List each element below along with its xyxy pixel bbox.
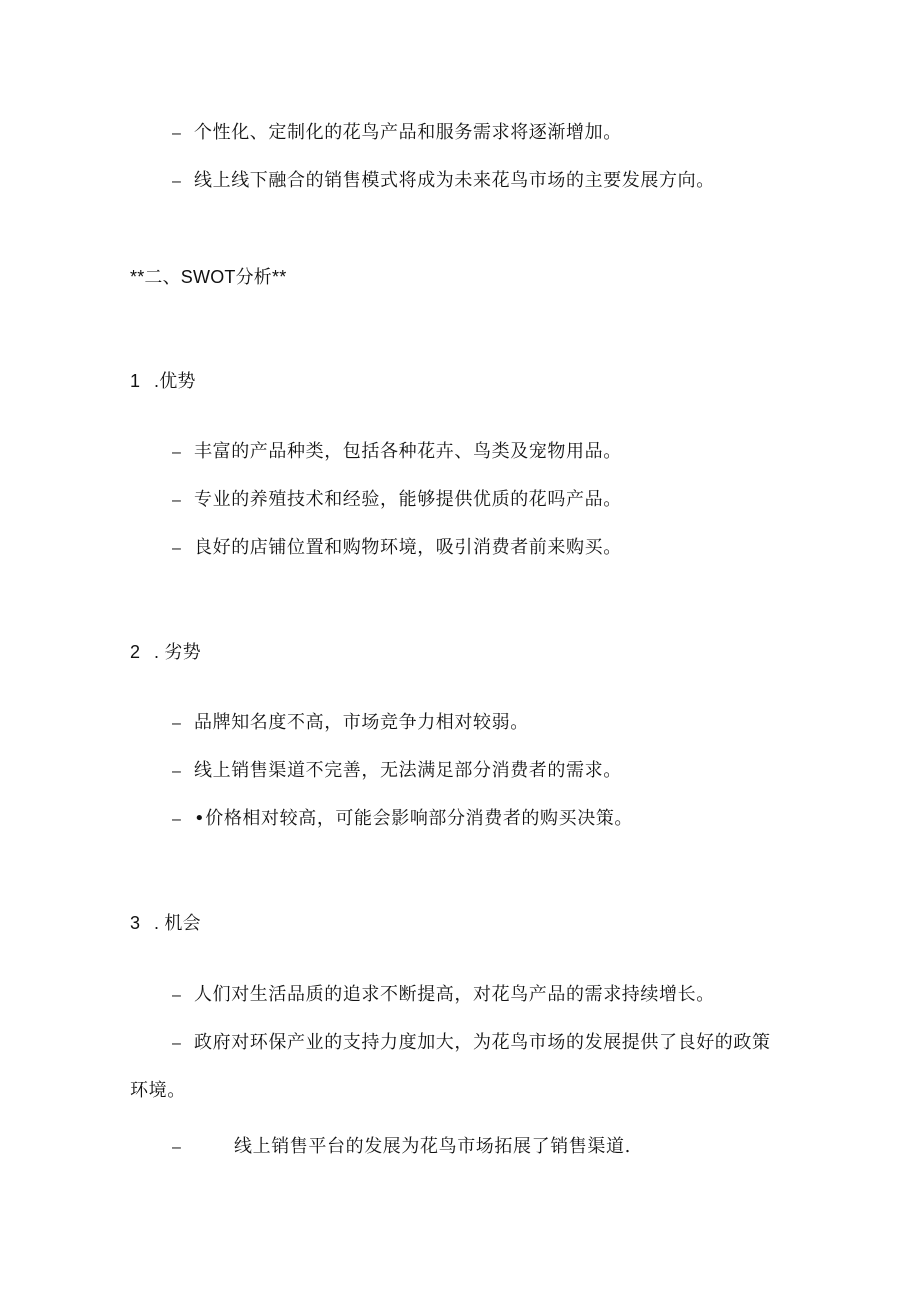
bullet-dash: – [172, 1139, 182, 1156]
bullet-dash: – [172, 1035, 182, 1052]
subsection-number: 1 [130, 371, 141, 391]
subsection-title: .优势 [154, 371, 196, 391]
list-item-text: 线上线下融合的销售模式将成为未来花鸟市场的主要发展方向。 [194, 170, 715, 191]
list-item [172, 488, 622, 513]
list-item [172, 1135, 631, 1160]
section-heading: **二、SWOT分析** [130, 267, 287, 287]
subsection-heading-weaknesses [130, 640, 201, 664]
list-item [172, 807, 633, 832]
subsection-title: . 机会 [154, 913, 201, 933]
subsection-number: 2 [130, 642, 141, 662]
list-item-text: 良好的店铺位置和购物环境，吸引消费者前来购买。 [194, 537, 622, 558]
subsection-heading-strengths [130, 369, 196, 393]
list-item-text: 人们对生活品质的追求不断提高，对花鸟产品的需求持续增长。 [194, 984, 715, 1005]
list-item [172, 169, 715, 194]
list-item-text: 线上销售平台的发展为花鸟市场拓展了销售渠道. [234, 1136, 631, 1157]
list-item-text: 线上销售渠道不完善，无法满足部分消费者的需求。 [194, 760, 622, 781]
bullet-dash: – [172, 811, 182, 828]
list-item-continuation: 环境。 [130, 1080, 186, 1101]
list-item-text: 专业的养殖技术和经验，能够提供优质的花吗产品。 [194, 489, 622, 510]
bullet-dash: – [172, 492, 182, 509]
bullet-dash: – [172, 715, 182, 732]
bullet-dash: – [172, 173, 182, 190]
list-item-text: 品牌知名度不高，市场竞争力相对较弱。 [194, 712, 529, 733]
list-item [172, 1031, 771, 1056]
list-item [172, 440, 622, 465]
bullet-dash: – [172, 125, 182, 142]
subsection-number: 3 [130, 913, 141, 933]
subsection-heading-opportunities [130, 911, 201, 935]
bullet-dash: – [172, 540, 182, 557]
bullet-dash: – [172, 444, 182, 461]
bullet-dash: – [172, 987, 182, 1004]
list-item-text: •价格相对较高，可能会影响部分消费者的购买决策。 [194, 808, 634, 829]
list-item [172, 759, 622, 784]
list-item-text: 丰富的产品种类，包括各种花卉、鸟类及宠物用品。 [194, 441, 622, 462]
subsection-title: . 劣势 [154, 642, 201, 662]
bullet-dash: – [172, 763, 182, 780]
list-item [172, 536, 622, 561]
list-item [172, 711, 529, 736]
list-item-text: 政府对环保产业的支持力度加大，为花鸟市场的发展提供了良好的政策 [194, 1032, 771, 1053]
list-item [172, 983, 715, 1008]
list-item [172, 121, 622, 146]
list-item-text: 个性化、定制化的花鸟产品和服务需求将逐渐增加。 [194, 122, 622, 143]
